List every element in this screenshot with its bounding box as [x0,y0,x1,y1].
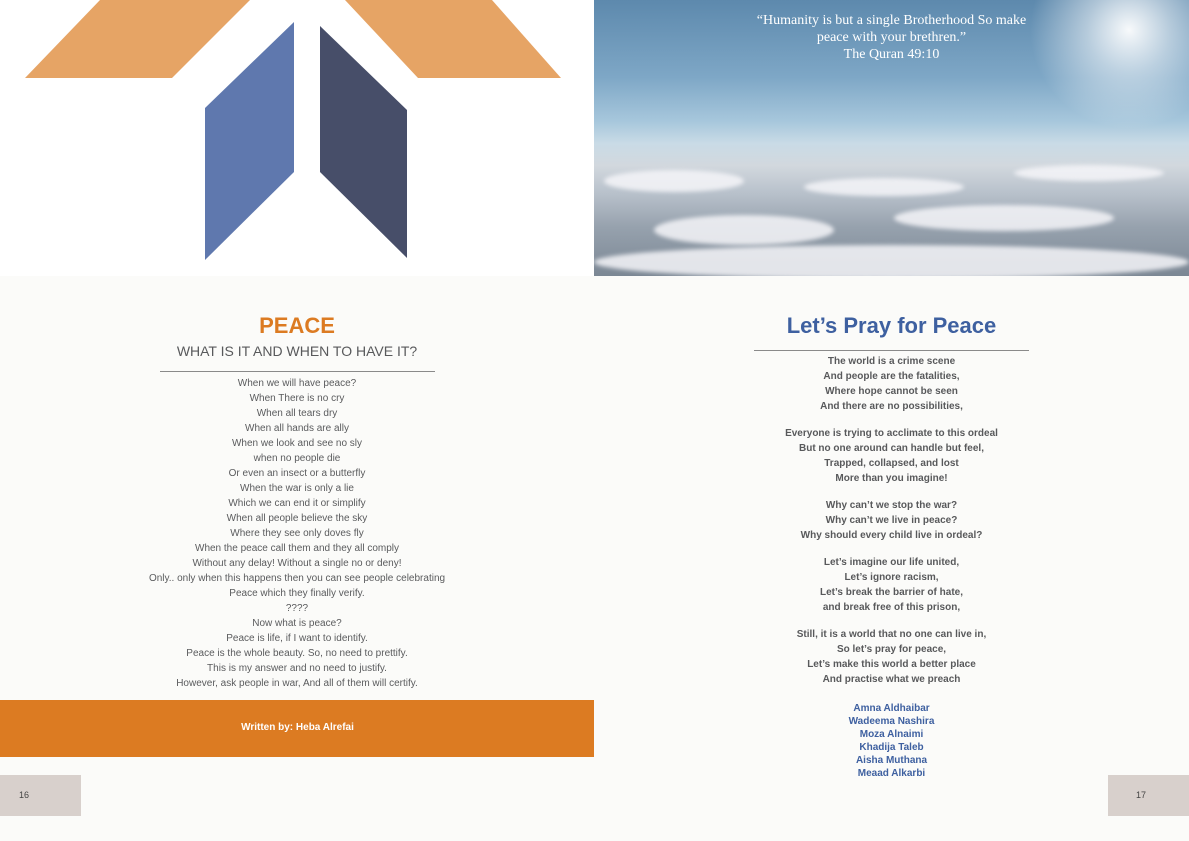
poem-line: Only.. only when this happens then you can see people celebrating [148,573,446,584]
right-wing-shape [345,0,561,78]
poem-line: Where they see only doves fly [230,528,364,539]
poem-line: Which we can end it or simplify [228,498,366,509]
poem-line: And people are the fatalities, [823,371,960,382]
cloud [1014,165,1164,181]
poem-line: But no one around can handle but feel, [798,443,984,454]
poem [0,376,594,691]
poem-line: Without any delay! Without a single no or deny! [192,558,402,569]
page-number: 16 [19,790,30,800]
page-subtitle: WHAT IS IT AND WHEN TO HAVE IT? [176,343,418,359]
stanza [594,555,1189,615]
dove-shape-icon [0,0,594,276]
quote-source: The Quran 49:10 [843,47,940,62]
poem-line: And there are no possibilities, [820,401,963,412]
poem-line: When we will have peace? [237,378,357,389]
poem-line: Now what is peace? [252,618,342,629]
stanza [594,426,1189,486]
poem-line: and break free of this prison, [822,602,961,613]
poem-line: Trapped, collapsed, and lost [824,458,959,469]
page-title: PEACE [259,313,335,338]
poem-line: When we look and see no sly [231,438,363,449]
author-name: Aisha Muthana [855,755,928,766]
poem-line: Still, it is a world that no one can live in, [796,629,987,640]
poem-line: Peace is the whole beauty. So, no need to prettify. [186,648,408,659]
left-wing-shape [25,0,250,78]
poem [594,354,1189,699]
poem-line: Peace which they finally verify. [229,588,365,599]
author-name: Wadeema Nashira [848,716,935,727]
poem-line: Why can’t we live in peace? [825,515,958,526]
poem-line: When the war is only a lie [240,483,354,494]
poem-line: This is my answer and no need to justify. [207,663,387,674]
peace-logo-graphic [0,0,594,276]
poem-line: When There is no cry [249,393,345,404]
poem-line: The world is a crime scene [827,356,956,367]
page-number-box [0,775,81,816]
author-name: Meaad Alkarbi [857,768,926,779]
cloud [654,215,834,245]
poem-line: When the peace call them and they all comply [195,543,399,554]
author-name: Amna Aldhaibar [853,703,930,714]
poem-line: Peace is life, if I want to identify. [226,633,368,644]
quote-line: peace with your brethren.” [816,30,967,45]
poem-line: And practise what we preach [822,674,961,685]
stanza [594,498,1189,543]
stanza [594,627,1189,687]
poem-line: Let’s make this world a better place [807,659,976,670]
stanza [594,354,1189,414]
author-credit: Written by: Heba Alrefai [241,722,354,733]
poem-line: Let’s imagine our life united, [823,557,960,568]
poem-line: When all people believe the sky [226,513,368,524]
poem-line: Why can’t we stop the war? [825,500,958,511]
poem-line: Why should every child live in ordeal? [800,530,983,541]
cloud [604,170,744,192]
poem-line: Or even an insect or a butterfly [228,468,366,479]
sky-clouds-photo [594,0,1189,276]
right-body-shape [320,26,407,258]
author-banner [0,700,594,757]
poem-line: So let’s pray for peace, [836,644,947,655]
quote-line: “Humanity is but a single Brotherhood So make [756,13,1027,28]
cloud [594,245,1189,276]
cloud [804,178,964,196]
divider [160,371,435,372]
poem-line: When all hands are ally [245,423,349,434]
page-title: Let’s Pray for Peace [786,313,997,338]
poem-line: when no people die [253,453,341,464]
poem-line: Let’s break the barrier of hate, [819,587,963,598]
page-right [594,0,1189,841]
poem-line: Where hope cannot be seen [825,386,958,397]
author-name: Khadija Taleb [859,742,924,753]
page-left [0,0,594,841]
author-list [594,702,1189,780]
quran-quote [594,12,1189,63]
author-name: Moza Alnaimi [859,729,924,740]
poem-line: Let’s ignore racism, [844,572,939,583]
divider [754,350,1029,351]
poem-line: More than you imagine! [835,473,948,484]
left-body-shape [205,22,294,260]
page-number: 17 [1136,790,1147,800]
poem-line: ???? [285,603,309,614]
page-number-box [1108,775,1189,816]
cloud [894,205,1114,231]
poem-line: When all tears dry [256,408,338,419]
poem-line: However, ask people in war, And all of them will certify. [176,678,418,689]
poem-line: Everyone is trying to acclimate to this ordeal [785,428,998,439]
